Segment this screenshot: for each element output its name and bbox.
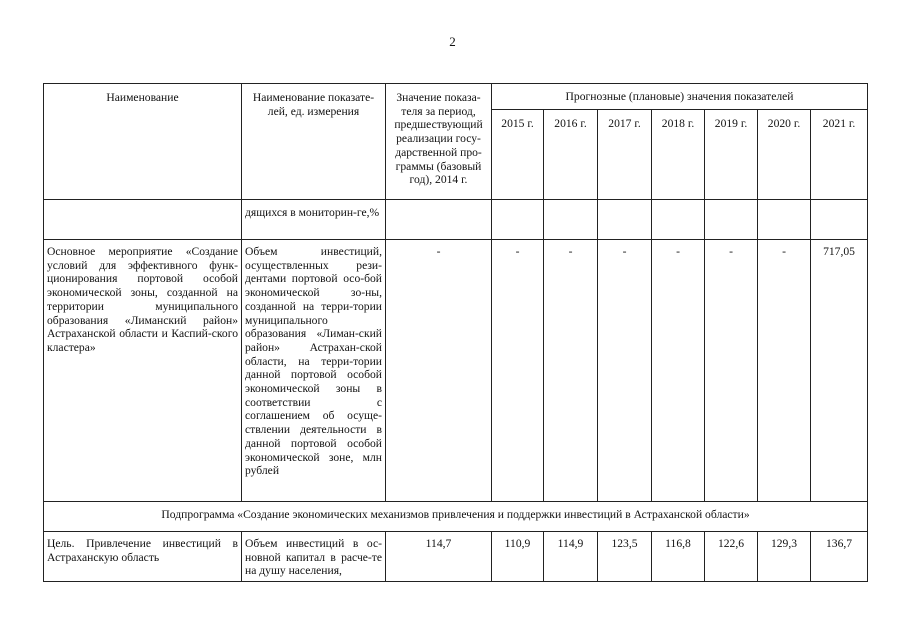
cell-empty xyxy=(705,200,758,240)
subprogram-row xyxy=(44,502,868,532)
page-number: 2 xyxy=(449,34,456,49)
header-indicator: Наименование показате-лей, ед. измерения xyxy=(242,84,386,200)
forecast-value: - xyxy=(652,240,705,502)
header-year: 2017 г. xyxy=(598,110,652,200)
forecast-value: 122,6 xyxy=(705,532,758,582)
base-value: - xyxy=(386,240,492,502)
cell-empty xyxy=(758,200,811,240)
forecast-value: 123,5 xyxy=(598,532,652,582)
forecast-value: - xyxy=(705,240,758,502)
forecast-value: 116,8 xyxy=(652,532,705,582)
indicator-cell: дящихся в мониторин-ге,% xyxy=(242,200,386,240)
cell-empty xyxy=(44,200,242,240)
measure-name: Основное мероприятие «Создание условий для эффективного функ-ционирования портовой особой экономической зоны, созданной на территории муниципального образования «Лиманский район» Астраханской области и Каспий-ского кластера» xyxy=(44,240,242,502)
forecast-value: 114,9 xyxy=(544,532,598,582)
forecast-value: - xyxy=(544,240,598,502)
base-value: 114,7 xyxy=(386,532,492,582)
forecast-value: - xyxy=(492,240,544,502)
header-year: 2021 г. xyxy=(811,110,868,200)
header-year: 2016 г. xyxy=(544,110,598,200)
continuation-row xyxy=(44,200,868,240)
header-name: Наименование xyxy=(44,84,242,200)
cell-empty xyxy=(386,200,492,240)
forecast-value: - xyxy=(598,240,652,502)
forecast-value: 129,3 xyxy=(758,532,811,582)
measure-row xyxy=(44,240,868,502)
forecast-value: 717,05 xyxy=(811,240,868,502)
indicator-cell: Объем инвестиций в ос-новной капитал в расче-те на душу населения, xyxy=(242,532,386,582)
forecast-value: 136,7 xyxy=(811,532,868,582)
forecast-value: - xyxy=(758,240,811,502)
header-forecast: Прогнозные (плановые) значения показателей xyxy=(492,84,868,110)
goal-name: Цель. Привлечение инвестиций в Астраханскую область xyxy=(44,532,242,582)
subprogram-title: Подпрограмма «Создание экономических механизмов привлечения и поддержки инвестиций в Астраханской области» xyxy=(44,502,868,532)
header-year: 2020 г. xyxy=(758,110,811,200)
header-year: 2015 г. xyxy=(492,110,544,200)
goal-row xyxy=(44,532,868,582)
header-year: 2018 г. xyxy=(652,110,705,200)
indicators-table xyxy=(43,83,868,582)
indicator-cell: Объем инвестиций, осуществленных рези-дентами портовой осо-бой экономической зо-ны, созданной на терри-тории муниципального образования «Лиман-ский район» Астрахан-ской области, на терри-тории данной портовой особой экономической зоны в соответствии с соглашением об осуще-ствлении деятельности в данной портовой особой экономической зоне, млн рублей xyxy=(242,240,386,502)
cell-empty xyxy=(598,200,652,240)
header-year: 2019 г. xyxy=(705,110,758,200)
header-base-value: Значение показа-теля за период, предшествующий реализации госу-дарственной про-граммы (базовый год), 2014 г. xyxy=(386,84,492,200)
forecast-value: 110,9 xyxy=(492,532,544,582)
cell-empty xyxy=(492,200,544,240)
cell-empty xyxy=(652,200,705,240)
header-row-top xyxy=(44,84,868,110)
cell-empty xyxy=(544,200,598,240)
cell-empty xyxy=(811,200,868,240)
